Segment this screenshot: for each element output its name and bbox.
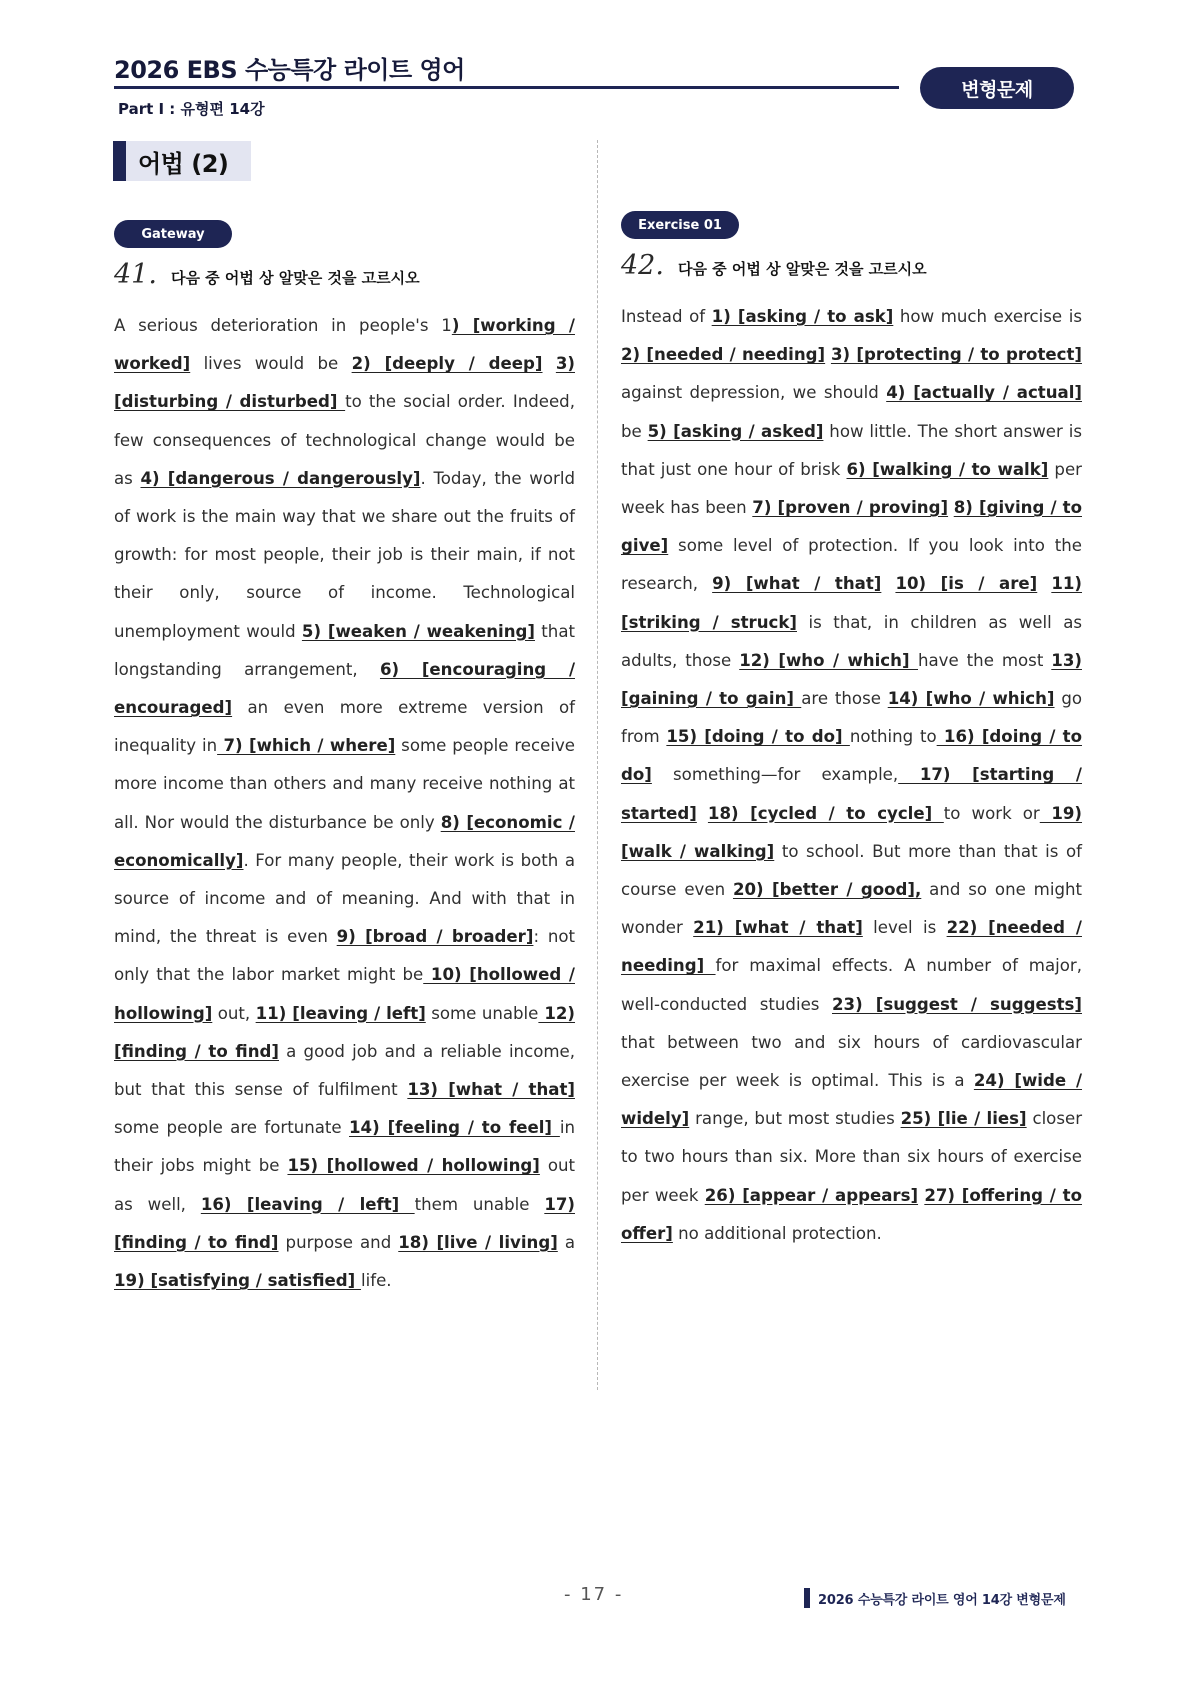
- grammar-choice: 18) [cycled / to cycle]: [707, 803, 944, 823]
- grammar-choice: 10) [is / are]: [895, 574, 1038, 594]
- grammar-choice: 14) [who / which]: [887, 689, 1055, 709]
- grammar-choice: 19) [walk / walking]: [621, 803, 1083, 861]
- grammar-choice: 4) [dangerous / dangerously]: [140, 468, 421, 488]
- header-rule: [114, 86, 899, 89]
- grammar-choice: 19) [satisfying / satisfied]: [114, 1271, 362, 1291]
- grammar-choice: 4) [actually / actual]: [886, 383, 1082, 403]
- grammar-choice: 21) [what / that]: [693, 918, 863, 938]
- gateway-pill: Gateway: [114, 220, 232, 248]
- page-number: - 17 -: [564, 1584, 624, 1605]
- footer-text: 2026 수능특강 라이트 영어 14강 변형문제: [818, 1592, 1066, 1608]
- grammar-choice: 27) [offering / to offer]: [621, 1185, 1082, 1243]
- variant-badge: 변형문제: [920, 67, 1074, 109]
- question-instruction: 다음 중 어법 상 알맞은 것을 고르시오: [677, 260, 927, 278]
- grammar-choice: 7) [proven / proving]: [752, 498, 949, 518]
- document-title: 2026 EBS 수능특강 라이트 영어: [114, 56, 465, 84]
- grammar-choice: 8) [giving / to give]: [621, 498, 1082, 556]
- grammar-choice: 18) [live / living]: [398, 1232, 558, 1252]
- left-column: [114, 220, 575, 1300]
- grammar-choice: 6) [walking / to walk]: [846, 459, 1049, 479]
- grammar-choice: 26) [appear / appears]: [704, 1185, 919, 1205]
- grammar-choice: 10) [hollowed / hollowing]: [114, 965, 575, 1023]
- question-header: [621, 250, 1082, 281]
- question-number: 42.: [621, 250, 664, 281]
- grammar-choice: 2) [needed / needing]: [621, 345, 826, 365]
- footer: [804, 1588, 1066, 1608]
- passage-text: Instead of 1) [asking / to ask] how much exercise is 2) [needed / needing] 3) [protecting / to protect] against depression, we should 4) [actually / actual] be 5) [asking / asked] how little. The short answer is that just one hour of brisk 6) [walking / to walk] per week has been 7) [proven / proving] 8) [giving / to give] some level of protection. If you look into the research, 9) [what / that] 10) [is / are] 11) [striking / struck] is that, in children as well as adults, those 12) [who / which] have the most 13) [gaining / to gain] are those 14) [who / which] go from 15) [doing / to do] nothing to 16) [doing / to do] something—for example, 17) [starting / started] 18) [cycled / to cycle] to work or 19) [walk / walking] to school. But more than that is of course even 20) [better / good], and so one might wonder 21) [what / that] level is 22) [needed / needing] for maximal effects. A number of major, well-conducted studies 23) [suggest / suggests] that between two and six hours of cardiovascular exercise per week is optimal. This is a 24) [wide / widely] range, but most studies 25) [lie / lies] closer to two hours than six. More than six hours of exercise per week 26) [appear / appears] 27) [offering / to offer] no additional protection.: [621, 307, 1083, 1243]
- grammar-choice: 2) [deeply / deep]: [351, 354, 543, 374]
- exercise-pill: Exercise 01: [621, 211, 739, 239]
- grammar-choice: 15) [doing / to do]: [666, 727, 850, 747]
- grammar-choice: 12) [who / which]: [739, 650, 918, 670]
- grammar-choice: 15) [hollowed / hollowing]: [287, 1156, 540, 1176]
- grammar-choice: 5) [asking / asked]: [647, 421, 824, 441]
- grammar-choice: 13) [what / that]: [407, 1080, 575, 1100]
- grammar-choice: 17) [finding / to find]: [114, 1194, 575, 1252]
- grammar-choice: 3) [protecting / to protect]: [830, 345, 1082, 365]
- section-title-bar: [113, 141, 126, 181]
- grammar-choice: 8) [economic / economically]: [114, 812, 575, 870]
- passage-text: A serious deterioration in people's 1) [working / worked] lives would be 2) [deeply / deep] 3) [disturbing / disturbed] to the social order. Indeed, few consequences of technological change would be as 4) [dangerous / dangerously]. Today, the world of work is the main way that we share out the fruits of growth: for most people, their job is their main, if not their only, source of income. Technological unemployment would 5) [weaken / weakening] that longstanding arrangement, 6) [encouraging / encouraged] an even more extreme version of inequality in 7) [which / where] some people receive more income than others and many receive nothing at all. Nor would the disturbance be only 8) [economic / economically]. For many people, their work is both a source of income and of meaning. And with that in mind, the threat is even 9) [broad / broader]: not only that the labor market might be 10) [hollowed / hollowing] out, 11) [leaving / left] some unable 12) [finding / to find] a good job and a reliable income, but that this sense of fulfilment 13) [what / that] some people are fortunate 14) [feeling / to feel] in their jobs might be 15) [hollowed / hollowing] out as well, 16) [leaving / left] them unable 17) [finding / to find] purpose and 18) [live / living] a 19) [satisfying / satisfied] life.: [114, 316, 576, 1291]
- grammar-choice: 22) [needed / needing]: [621, 918, 1082, 976]
- grammar-choice: 9) [what / that]: [712, 574, 882, 594]
- grammar-choice: 16) [doing / to do]: [621, 727, 1082, 785]
- grammar-choice: 11) [striking / struck]: [621, 574, 1083, 632]
- question-number: 41.: [114, 259, 157, 290]
- grammar-choice: 11) [leaving / left]: [255, 1003, 426, 1023]
- question-header: [114, 259, 575, 290]
- grammar-choice: 14) [feeling / to feel]: [349, 1118, 560, 1138]
- question-instruction: 다음 중 어법 상 알맞은 것을 고르시오: [170, 269, 420, 287]
- section-title: [113, 141, 251, 181]
- grammar-choice: 3) [disturbing / disturbed]: [114, 354, 575, 412]
- grammar-choice: 1) [asking / to ask]: [711, 307, 894, 326]
- grammar-choice: 17) [starting / started]: [621, 765, 1082, 823]
- grammar-choice: 7) [which / where]: [217, 736, 396, 756]
- grammar-choice: 25) [lie / lies]: [900, 1109, 1027, 1129]
- grammar-choice: 16) [leaving / left]: [200, 1194, 415, 1214]
- section-title-label: 어법 (2): [138, 149, 229, 178]
- right-column: [621, 211, 1082, 1253]
- document-subtitle: Part Ⅰ : 유형편 14강: [118, 100, 265, 118]
- grammar-choice: 13) [gaining / to gain]: [621, 650, 1082, 709]
- grammar-choice: 24) [wide / widely]: [621, 1071, 1083, 1129]
- grammar-choice: 20) [better / good],: [732, 880, 922, 900]
- grammar-choice: 9) [broad / broader]: [336, 927, 534, 947]
- footer-bar: [804, 1588, 810, 1608]
- grammar-choice: 5) [weaken / weakening]: [301, 621, 535, 641]
- column-divider: [597, 140, 598, 1390]
- grammar-choice: 12) [finding / to find]: [114, 1003, 576, 1061]
- grammar-choice: 6) [encouraging / encouraged]: [114, 659, 575, 718]
- grammar-choice: ) [working / worked]: [114, 316, 575, 374]
- grammar-choice: 23) [suggest / suggests]: [832, 994, 1082, 1014]
